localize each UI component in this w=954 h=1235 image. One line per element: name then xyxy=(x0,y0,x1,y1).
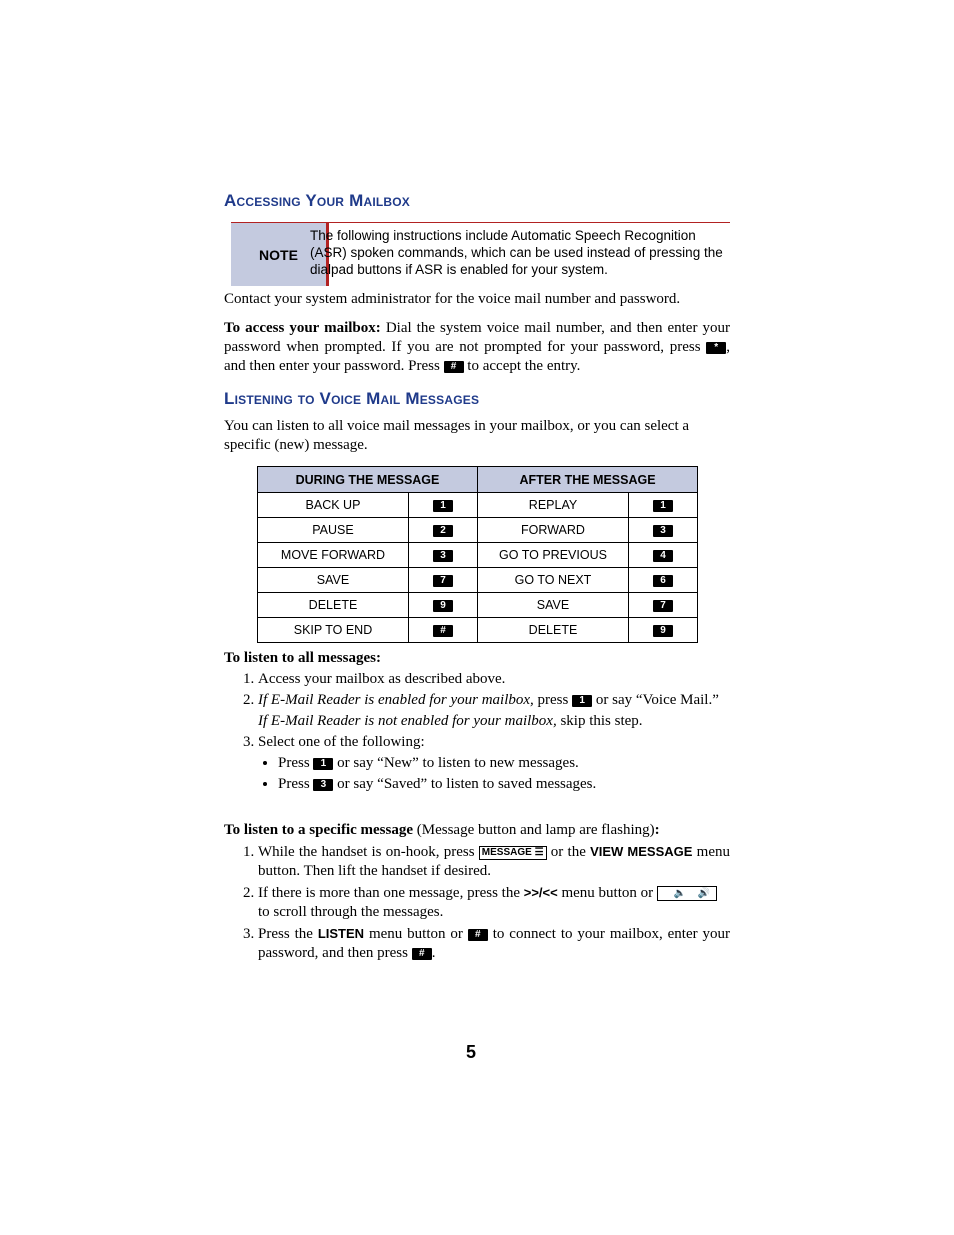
during-key-icon: 1 xyxy=(433,500,453,512)
option-saved xyxy=(278,775,730,794)
label-cell xyxy=(478,593,629,618)
view-message-menu-label: VIEW MESSAGE xyxy=(590,844,693,859)
table-row xyxy=(258,593,698,618)
access-lead: To access your mailbox: xyxy=(224,320,381,336)
access-text-b: , and then enter your password. Press xyxy=(224,339,730,374)
paragraph-contact: Contact your system administrator for the voice mail number and password. xyxy=(224,291,681,307)
volume-button-icon: 🔈 🔊 xyxy=(657,886,717,901)
key-cell xyxy=(409,543,478,568)
option-list xyxy=(258,754,730,794)
label-cell xyxy=(478,543,629,568)
during-action-label: SKIP TO END xyxy=(293,623,373,637)
specific-step-2-text-b: menu button or xyxy=(557,885,657,901)
option-new xyxy=(278,754,730,773)
during-key-icon: 7 xyxy=(433,575,453,587)
key-cell xyxy=(629,618,698,643)
key-cell xyxy=(629,568,698,593)
specific-step-1 xyxy=(258,842,730,881)
key-cell xyxy=(409,593,478,618)
specific-step-1-text-b: or the xyxy=(546,844,591,860)
all-messages-steps xyxy=(224,670,730,794)
option-new-text-a: Press xyxy=(278,755,314,771)
key-cell xyxy=(629,543,698,568)
during-action-label: SAVE xyxy=(316,573,350,587)
during-key-icon: 9 xyxy=(433,600,453,612)
specific-step-3-text-b: menu button or xyxy=(364,926,468,942)
during-action-label: MOVE FORWARD xyxy=(280,548,386,562)
option-saved-text-b: or say “Saved” to listen to saved messages. xyxy=(333,776,597,792)
section-title-accessing: Accessing Your Mailbox xyxy=(224,191,410,210)
all-step-2-condition: If E-Mail Reader is enabled for your mailbox, xyxy=(258,692,534,708)
star-key-icon: * xyxy=(706,342,726,354)
specific-heading-bold: To listen to a specific message xyxy=(224,822,414,838)
label-cell xyxy=(478,493,629,518)
access-text-c: to accept the entry. xyxy=(463,358,581,374)
key-cell xyxy=(409,618,478,643)
during-action-label: BACK UP xyxy=(305,498,361,512)
specific-step-3-text-a: Press the xyxy=(258,926,318,942)
label-cell xyxy=(258,493,409,518)
all-messages-block xyxy=(224,649,730,794)
after-action-label: SAVE xyxy=(536,598,570,612)
key-cell xyxy=(629,493,698,518)
key-1-icon: 1 xyxy=(313,758,333,770)
after-key-icon: 4 xyxy=(653,550,673,562)
key-3-icon: 3 xyxy=(313,779,333,791)
specific-step-3-text-d: . xyxy=(431,945,436,961)
key-cell xyxy=(409,518,478,543)
listen-menu-label: LISTEN xyxy=(317,926,365,941)
table-row xyxy=(258,618,698,643)
access-text-a: Dial the system voice mail number, and then enter your password when prompted. If you are not prompted for your password, press xyxy=(224,320,730,355)
all-step-2-sub xyxy=(258,712,730,731)
during-key-icon: # xyxy=(433,625,453,637)
after-key-icon: 3 xyxy=(653,525,673,537)
after-key-icon: 1 xyxy=(653,500,673,512)
during-key-icon: 3 xyxy=(433,550,453,562)
table-row xyxy=(258,493,698,518)
scroll-menu-label: >>/<< xyxy=(523,885,558,900)
specific-heading-rest: (Message button and lamp are flashing) xyxy=(413,822,655,838)
label-cell xyxy=(258,518,409,543)
key-1-icon: 1 xyxy=(572,695,592,707)
message-button-icon: MESSAGE ☰ xyxy=(479,846,547,860)
message-keys-table xyxy=(257,466,698,643)
pound-key-icon: # xyxy=(468,929,488,941)
specific-heading xyxy=(224,821,730,840)
key-cell xyxy=(629,593,698,618)
all-messages-heading: To listen to all messages: xyxy=(224,650,381,666)
table-row xyxy=(258,543,698,568)
key-cell xyxy=(409,493,478,518)
specific-heading-colon: : xyxy=(654,822,660,838)
all-step-2-text-a: press xyxy=(533,692,573,708)
specific-message-block xyxy=(224,821,730,963)
label-cell xyxy=(258,568,409,593)
after-key-icon: 7 xyxy=(653,600,673,612)
all-step-3 xyxy=(258,733,730,794)
specific-step-1-text-a: While the handset is on-hook, press xyxy=(258,844,479,860)
pound-key-icon: # xyxy=(444,361,464,373)
specific-step-2-text-a: If there is more than one message, press the xyxy=(258,885,524,901)
during-action-label: DELETE xyxy=(308,598,358,612)
specific-step-2 xyxy=(258,883,730,922)
header-during: DURING THE MESSAGE xyxy=(258,467,478,493)
section-title-listening: Listening to Voice Mail Messages xyxy=(224,389,480,408)
message-button-label: MESSAGE xyxy=(481,846,532,858)
after-action-label: GO TO NEXT xyxy=(514,573,592,587)
all-step-2 xyxy=(258,691,730,731)
all-step-1: 1. Access your mailbox as described above. xyxy=(258,670,730,689)
paragraph-intro: You can listen to all voice mail messages in your mailbox, or you can select a specific (new) message. xyxy=(224,418,690,453)
during-key-icon: 2 xyxy=(433,525,453,537)
table-row xyxy=(258,568,698,593)
specific-step-3 xyxy=(258,924,730,963)
note-label: NOTE xyxy=(231,223,326,286)
header-after: AFTER THE MESSAGE xyxy=(478,467,698,493)
during-action-label: PAUSE xyxy=(312,523,354,537)
label-cell xyxy=(258,618,409,643)
label-cell xyxy=(478,568,629,593)
pound-key-icon: # xyxy=(412,948,432,960)
all-step-3-text: Select one of the following: xyxy=(258,734,425,750)
label-cell xyxy=(258,593,409,618)
after-key-icon: 9 xyxy=(653,625,673,637)
specific-step-3-text-c: to connect to your mailbox, enter your password, and then press xyxy=(258,926,731,961)
after-key-icon: 6 xyxy=(653,575,673,587)
all-step-2-sub-condition: If E-Mail Reader is not enabled for your mailbox, xyxy=(258,713,557,729)
all-step-2-text-b: or say “Voice Mail.” xyxy=(592,692,719,708)
label-cell xyxy=(478,618,629,643)
all-step-2-sub-text: skip this step. xyxy=(556,713,643,729)
after-action-label: REPLAY xyxy=(528,498,578,512)
option-saved-text-a: Press xyxy=(278,776,314,792)
option-new-text-b: or say “New” to listen to new messages. xyxy=(333,755,579,771)
specific-step-2-text-c: to scroll through the messages. xyxy=(258,904,444,920)
after-action-label: DELETE xyxy=(528,623,578,637)
after-action-label: FORWARD xyxy=(521,523,585,537)
key-cell xyxy=(629,518,698,543)
specific-step-1-text-c: menu button. Then lift the handset if desired. xyxy=(258,844,730,879)
paragraph-access xyxy=(224,319,730,376)
note-text: The following instructions include Automatic Speech Recognition (ASR) spoken commands, which can be used instead of pressing the dialpad buttons if ASR is enabled for your system. xyxy=(310,228,723,277)
label-cell xyxy=(258,543,409,568)
specific-steps xyxy=(224,842,730,963)
key-cell xyxy=(409,568,478,593)
table-row xyxy=(258,518,698,543)
after-action-label: GO TO PREVIOUS xyxy=(499,548,607,562)
label-cell xyxy=(478,518,629,543)
page-number: 5 xyxy=(466,1042,477,1062)
